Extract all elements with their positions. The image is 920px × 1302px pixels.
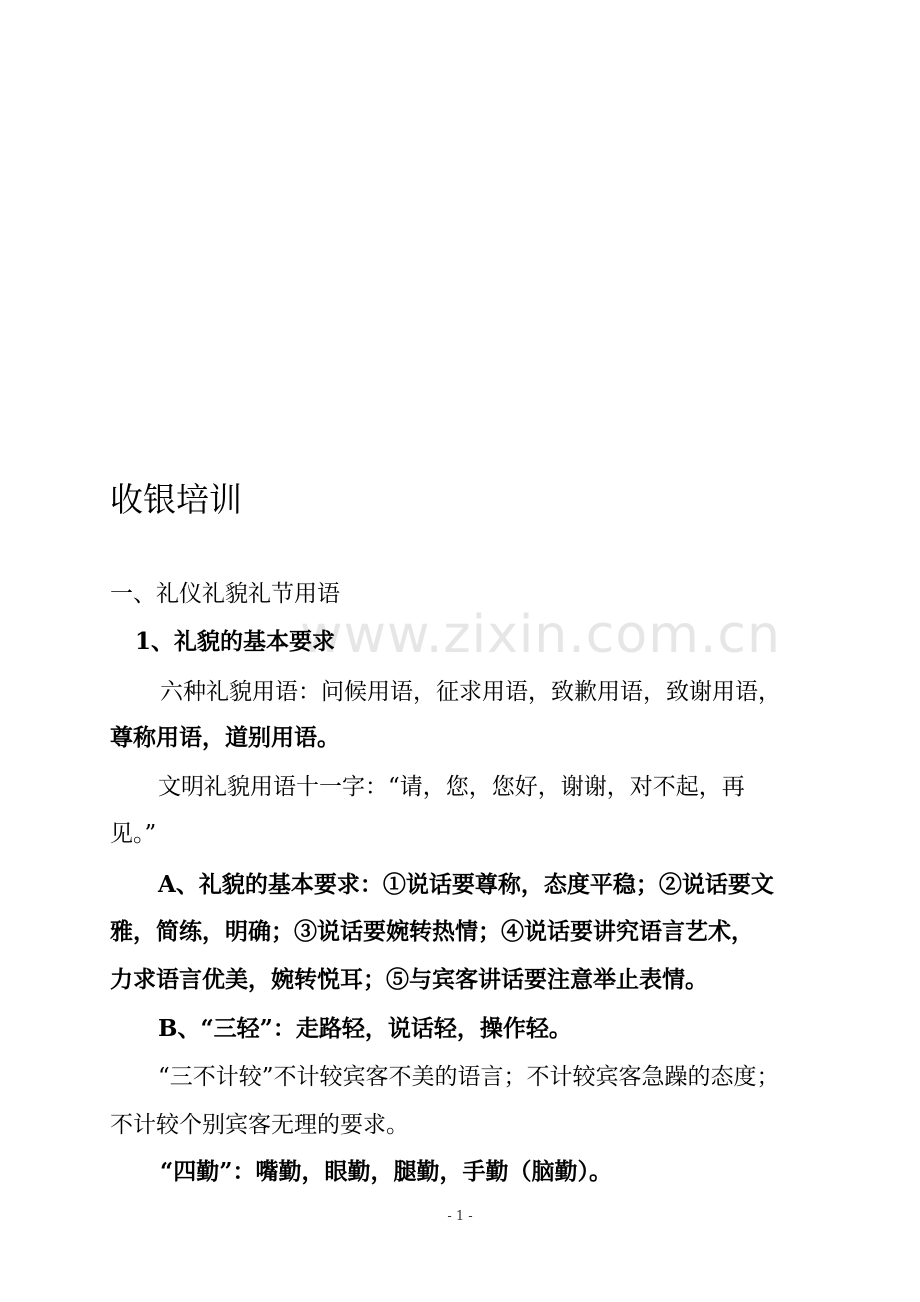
paragraph-a-line2: 雅，简练，明确；③说话要婉转热情；④说话要讲究语言艺术， xyxy=(110,918,754,945)
paragraph-a-line3: 力求语言优美，婉转悦耳；⑤与宾客讲话要注意举止表情。 xyxy=(110,966,708,993)
page-number: - 1 - xyxy=(447,1209,473,1224)
paragraph-eleven-words-line2: 见。” xyxy=(110,821,157,847)
page-title: 收银培训 xyxy=(110,480,242,519)
paragraph-b: B、“三轻”：走路轻，说话轻，操作轻。 xyxy=(158,1015,572,1042)
paragraph-three-no-line1: “三不计较”不计较宾客不美的语言；不计较宾客急躁的态度； xyxy=(158,1064,780,1090)
subsection-heading: 1、礼貌的基本要求 xyxy=(135,628,336,655)
paragraph-a-line1: A、礼貌的基本要求：①说话要尊称，态度平稳；②说话要文 xyxy=(158,871,774,898)
watermark: www.zixin.com.cn xyxy=(300,605,781,665)
paragraph-four-diligence: “四勤”：嘴勤，眼勤，腿勤，手勤（脑勤）。 xyxy=(160,1158,612,1185)
paragraph-eleven-words-line1: 文明礼貌用语十一字：“请，您，您好，谢谢，对不起，再 xyxy=(158,774,745,800)
paragraph-three-no-line2: 不计较个别宾客无理的要求。 xyxy=(110,1112,409,1138)
section-heading: 一、礼仪礼貌礼节用语 xyxy=(110,581,340,607)
paragraph-six-terms-line1: 六种礼貌用语：问候用语，征求用语，致歉用语，致谢用语， xyxy=(160,679,781,705)
paragraph-six-terms-line2: 尊称用语，道别用语。 xyxy=(110,724,340,751)
